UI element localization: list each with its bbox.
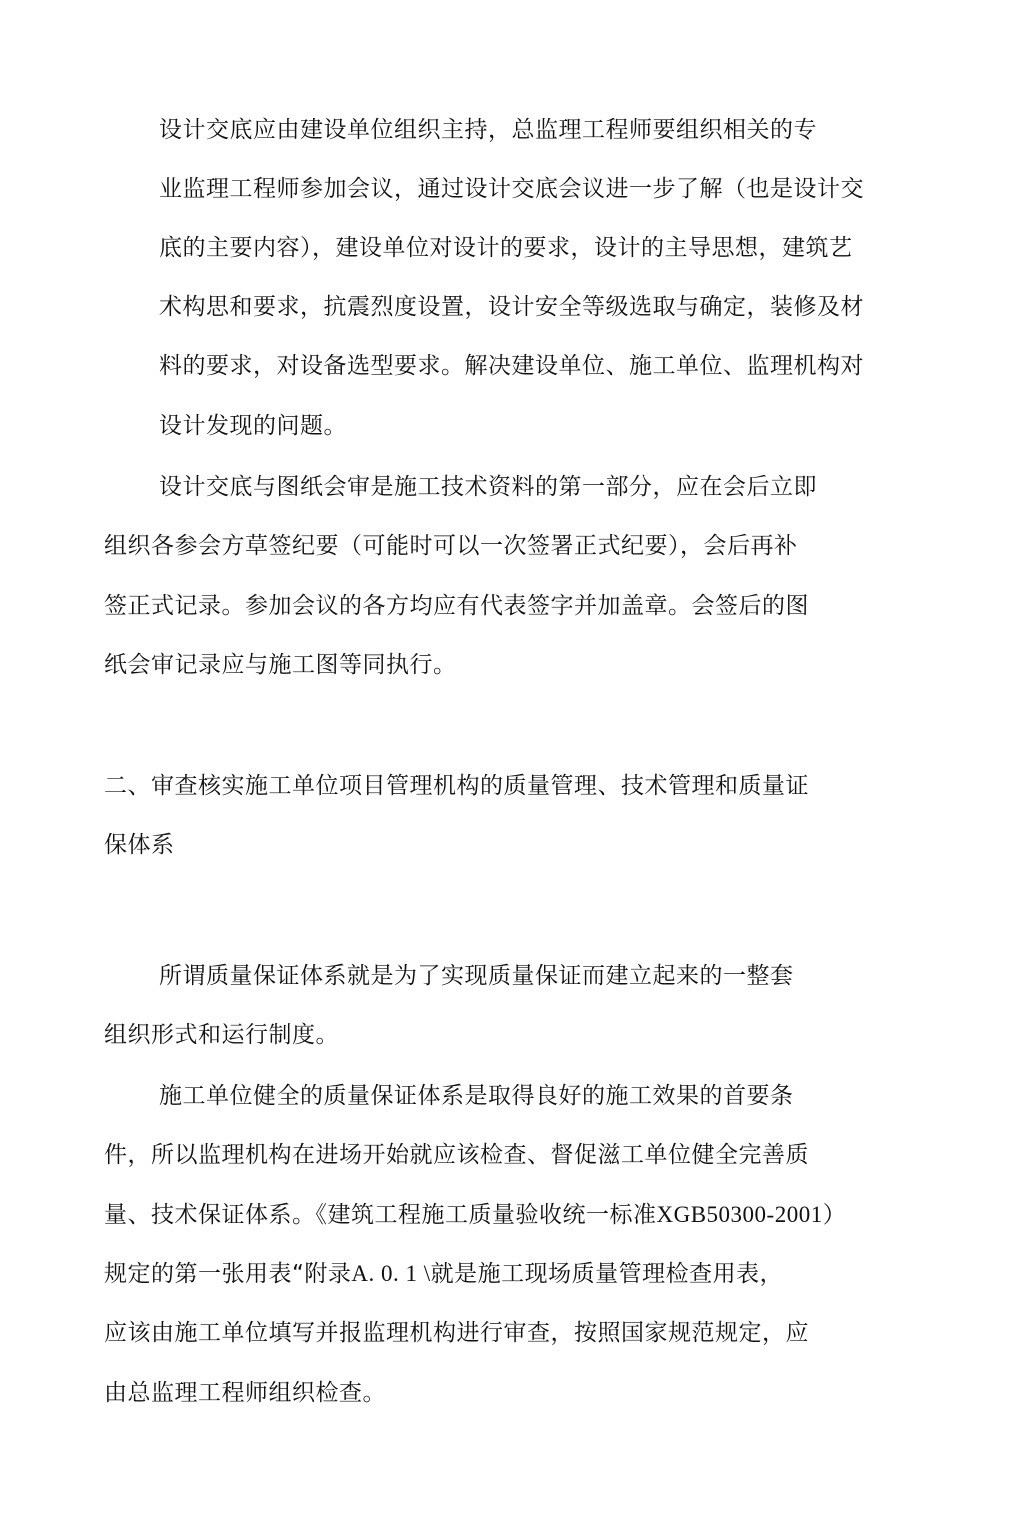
body-text-line: 术构思和要求，抗震烈度设置，设计安全等级选取与确定，装修及材 xyxy=(159,294,864,320)
body-text-segment: 规定的第一张用表“附录 xyxy=(104,1261,352,1287)
body-text-line: 料的要求，对设备选型要求。解决建设单位、施工单位、监理机构对 xyxy=(159,353,864,379)
body-text-line: 施工单位健全的质量保证体系是取得良好的施工效果的首要条 xyxy=(159,1083,794,1109)
body-text-line: 业监理工程师参加会议，通过设计交底会议进一步了解（也是设计交 xyxy=(159,176,864,202)
body-text-line xyxy=(104,1259,783,1289)
body-text-line xyxy=(104,1200,846,1230)
section-heading: 保体系 xyxy=(104,832,175,858)
body-text-line: 签正式记录。参加会议的各方均应有代表签字并加盖章。会签后的图 xyxy=(104,593,809,619)
body-text-segment: 就是施工现场质量管理检查用表， xyxy=(430,1261,784,1287)
body-text-line: 所谓质量保证体系就是为了实现质量保证而建立起来的一整套 xyxy=(159,963,794,989)
body-text-line: 设计交底与图纸会审是施工技术资料的第一部分，应在会后立即 xyxy=(159,474,817,500)
body-text-line: 底的主要内容），建设单位对设计的要求，设计的主导思想，建筑艺 xyxy=(159,235,853,261)
standard-code: XGB50300-2001） xyxy=(656,1202,847,1227)
appendix-reference: A. 0. 1 \ xyxy=(351,1261,431,1286)
body-text-line: 设计发现的问题。 xyxy=(159,413,347,439)
body-text-line: 组织形式和运行制度。 xyxy=(104,1022,339,1048)
section-heading: 二、审查核实施工单位项目管理机构的质量管理、技术管理和质量证 xyxy=(104,773,809,799)
body-text-line: 纸会审记录应与施工图等同执行。 xyxy=(104,652,457,678)
body-text-line: 组织各参会方草签纪要（可能时可以一次签署正式纪要），会后再补 xyxy=(104,533,798,559)
body-text-segment: 量、技术保证体系。《建筑工程施工质量验收统一标准 xyxy=(104,1202,657,1228)
body-text-line: 设计交底应由建设单位组织主持，总监理工程师要组织相关的专 xyxy=(159,117,817,143)
body-text-line: 件，所以监理机构在进场开始就应该检查、督促滋工单位健全完善质 xyxy=(104,1142,809,1168)
body-text-line: 由总监理工程师组织检查。 xyxy=(104,1380,386,1406)
body-text-line: 应该由施工单位填写并报监理机构进行审查，按照国家规范规定，应 xyxy=(104,1320,809,1346)
